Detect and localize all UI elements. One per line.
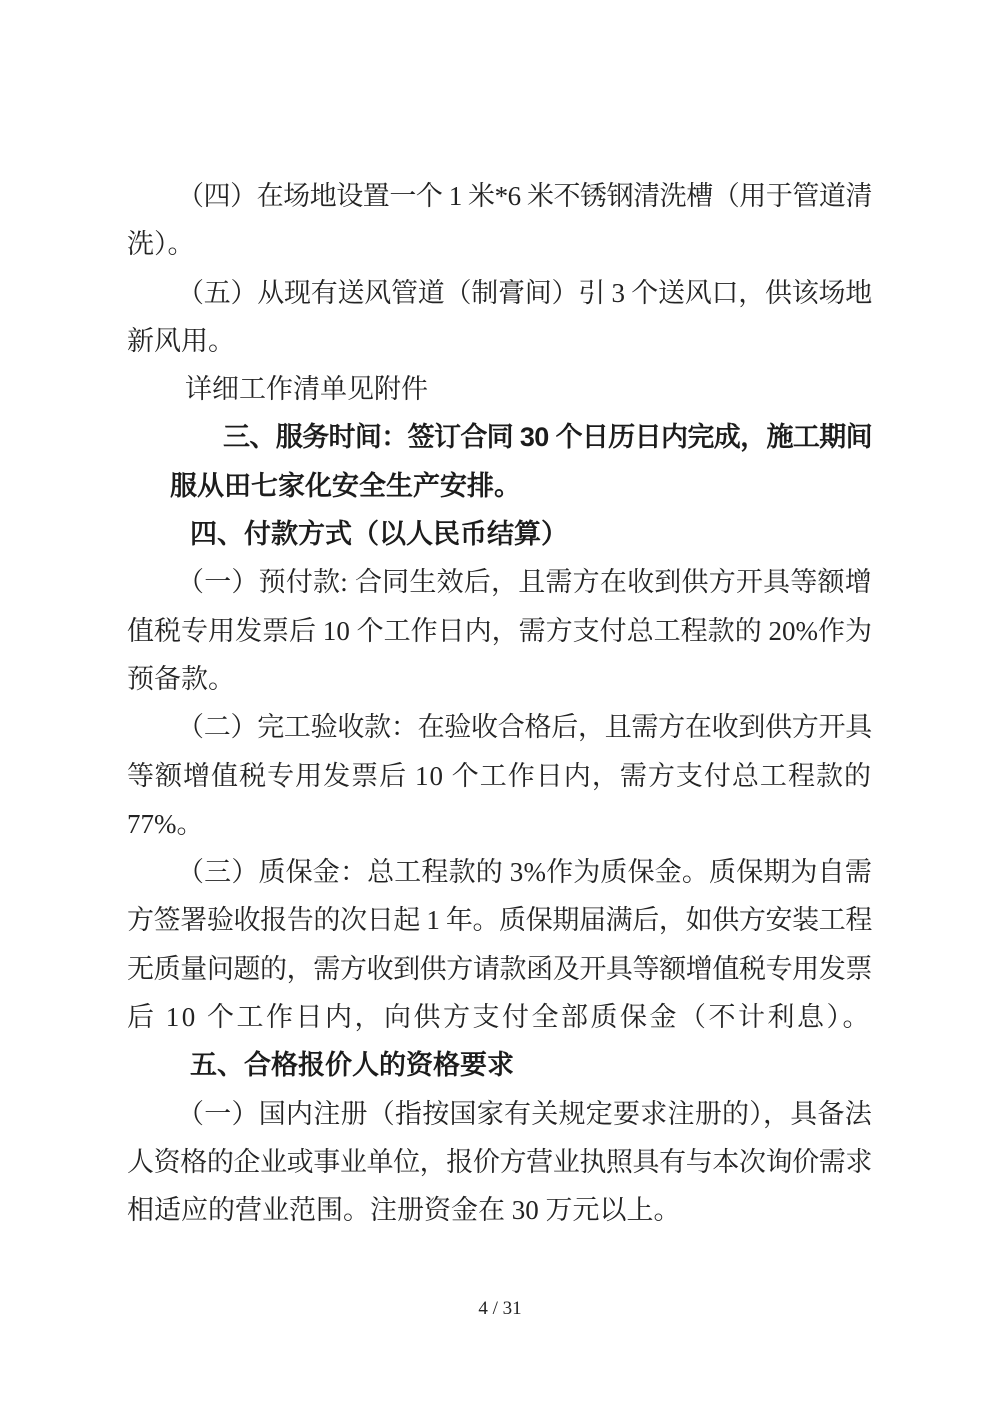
text-line: 服从田七家化安全生产安排。 [170,470,521,501]
text-line: （三）质保金：总工程款的 3%作为质保金。质保期为自需 [177,857,872,888]
clause-5-paragraph [127,269,872,366]
text-line: 四、付款方式（以人民币结算） [190,519,568,550]
text-line: 五、合格报价人的资格要求 [190,1050,514,1081]
text-line: 新风用。 [127,325,235,356]
text-line: 方签署验收报告的次日起 1 年。质保期届满后，如供方安装工程 [127,905,872,936]
text-line: （一）国内注册（指按国家有关规定要求注册的），具备法 [177,1098,872,1129]
document-body [127,172,872,1235]
payment-advance-paragraph [127,558,872,703]
text-line: 无质量问题的，需方收到供方请款函及开具等额增值税专用发票 [127,953,872,984]
text-line: 77%。 [127,808,204,839]
text-line: 详细工作清单见附件 [185,374,428,405]
text-line: 等额增值税专用发票后 10 个工作日内，需方支付总工程款的 [127,760,872,791]
payment-acceptance-paragraph [127,703,872,848]
section-5-qualification-heading [127,1041,872,1089]
text-line: （一）预付款: 合同生效后，且需方在收到供方开具等额增 [177,567,872,598]
text-line: （二）完工验收款：在验收合格后，且需方在收到供方开具 [177,712,872,743]
text-line: 相适应的营业范围。注册资金在 30 万元以上。 [127,1195,681,1226]
section-4-payment-heading [127,510,872,558]
payment-warranty-paragraph [127,848,872,1041]
section-3-service-time-heading [127,413,872,510]
text-line: 洗）。 [127,229,195,260]
text-line: （五）从现有送风管道（制膏间）引 3 个送风口，供该场地 [177,277,872,308]
text-line: 预备款。 [127,663,235,694]
text-line: 后 10 个工作日内，向供方支付全部质保金（不计利息）。 [127,1002,872,1033]
attachment-note-paragraph [127,365,872,413]
text-line: 人资格的企业或事业单位，报价方营业执照具有与本次询价需求 [127,1146,872,1177]
text-line: 三、服务时间：签订合同 30 个日历日内完成，施工期间 [223,422,872,453]
clause-4-paragraph [127,172,872,269]
page-number: 4 / 31 [478,1298,522,1319]
text-line: （四）在场地设置一个 1 米*6 米不锈钢清洗槽（用于管道清 [177,181,872,211]
qualification-registration-paragraph [127,1090,872,1235]
text-line: 值税专用发票后 10 个工作日内，需方支付总工程款的 20%作为 [127,615,872,646]
